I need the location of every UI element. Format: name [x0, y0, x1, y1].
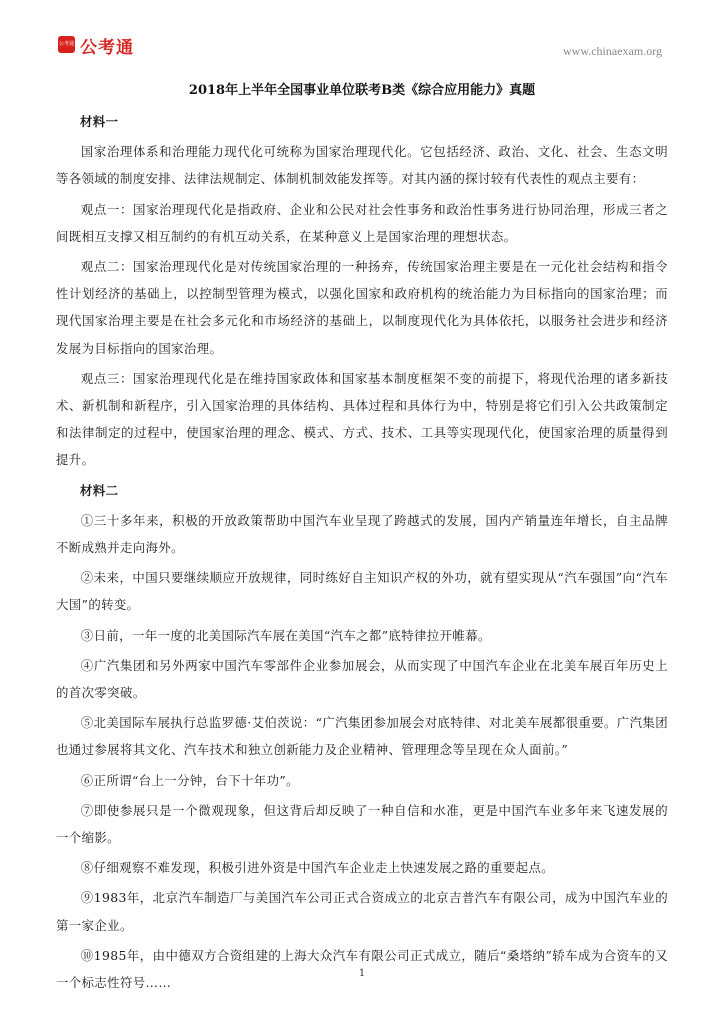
paragraph: ②未来，中国只要继续顺应开放规律，同时练好自主知识产权的外功，就有望实现从“汽车强国”向“汽车大国”的转变。 [56, 570, 668, 613]
section-heading-2: 材料二 [80, 482, 119, 498]
paragraph: 国家治理体系和治理能力现代化可统称为国家治理现代化。它包括经济、政治、文化、社会、生态文明等各领域的制度安排、法律法规制定、体制机制效能发挥等。对其内涵的探讨较有代表性的观点主要有： [56, 144, 668, 187]
page-number: 1 [358, 968, 366, 979]
page-header [0, 0, 724, 64]
logo-text: 公考通 [80, 38, 134, 58]
paragraph: ⑤北美国际车展执行总监罗德·艾伯茨说：“广汽集团参加展会对底特律、对北美车展都很重要。广汽集团也通过参展将其文化、汽车技术和独立创新能力及企业精神、管理理念等呈现在众人面前。” [56, 715, 668, 758]
paragraph: ④广汽集团和另外两家中国汽车零部件企业参加展会，从而实现了中国汽车企业在北美车展百年历史上的首次零突破。 [56, 657, 668, 701]
paragraph: ⑨1983年，北京汽车制造厂与美国汽车公司正式合资成立的北京吉普汽车有限公司，成为中国汽车业的第一家企业。 [56, 890, 668, 933]
logo-icon: 公考通 [58, 36, 75, 53]
document-title: 2018年上半年全国事业单位联考B类《综合应用能力》真题 [188, 83, 536, 98]
paragraph: ③日前，一年一度的北美国际汽车展在美国“汽车之都”底特律拉开帷幕。 [80, 627, 491, 643]
document-body [56, 108, 668, 999]
paragraph: 观点一：国家治理现代化是指政府、企业和公民对社会性事务和政治性事务进行协同治理，形成三者之间既相互支撑又相互制约的有机互动关系，在某种意义上是国家治理的理想状态。 [56, 201, 668, 244]
paragraph: ⑩1985年，由中德双方合资组建的上海大众汽车有限公司正式成立，随后“桑塔纳”轿车成为合资车的又一个标志性符号…… [56, 947, 668, 991]
paragraph: ⑧仔细观察不难发现，积极引进外资是中国汽车企业走上快速发展之路的重要起点。 [80, 860, 555, 876]
section-heading-1: 材料一 [80, 114, 119, 129]
paragraph: ⑥正所谓“台上一分钟，台下十年功”。 [80, 772, 299, 788]
paragraph: 观点二：国家治理现代化是对传统国家治理的一种扬弃，传统国家治理主要是在一元化社会结构和指令性计划经济的基础上，以控制型管理为模式，以强化国家和政府机构的统治能力为目标指向的国家治理；而现代国家治理主要是在社会多元化和市场经济的基础上，以制度现代化为具体依托，以服务社会进步和经济发展为目标指向的国家治理。 [56, 259, 668, 356]
paragraph: 观点三：国家治理现代化是在维持国家政体和国家基本制度框架不变的前提下，将现代治理的诸多新技术、新机制和新程序，引入国家治理的具体结构、具体过程和具体行为中，特别是将它们引入公共政策制定和法律制定的过程中，使国家治理的理念、模式、方式、技术、工具等实现现代化，使国家治理的质量得到提升。 [56, 370, 668, 468]
paragraph: ①三十多年来，积极的开放政策帮助中国汽车业呈现了跨越式的发展，国内产销量连年增长，自主品牌不断成熟并走向海外。 [56, 512, 668, 556]
site-url: www.chinaexam.org [563, 44, 662, 58]
paragraph: ⑦即使参展只是一个微观现象，但这背后却反映了一种自信和水准，更是中国汽车业多年来飞速发展的一个缩影。 [56, 802, 668, 846]
